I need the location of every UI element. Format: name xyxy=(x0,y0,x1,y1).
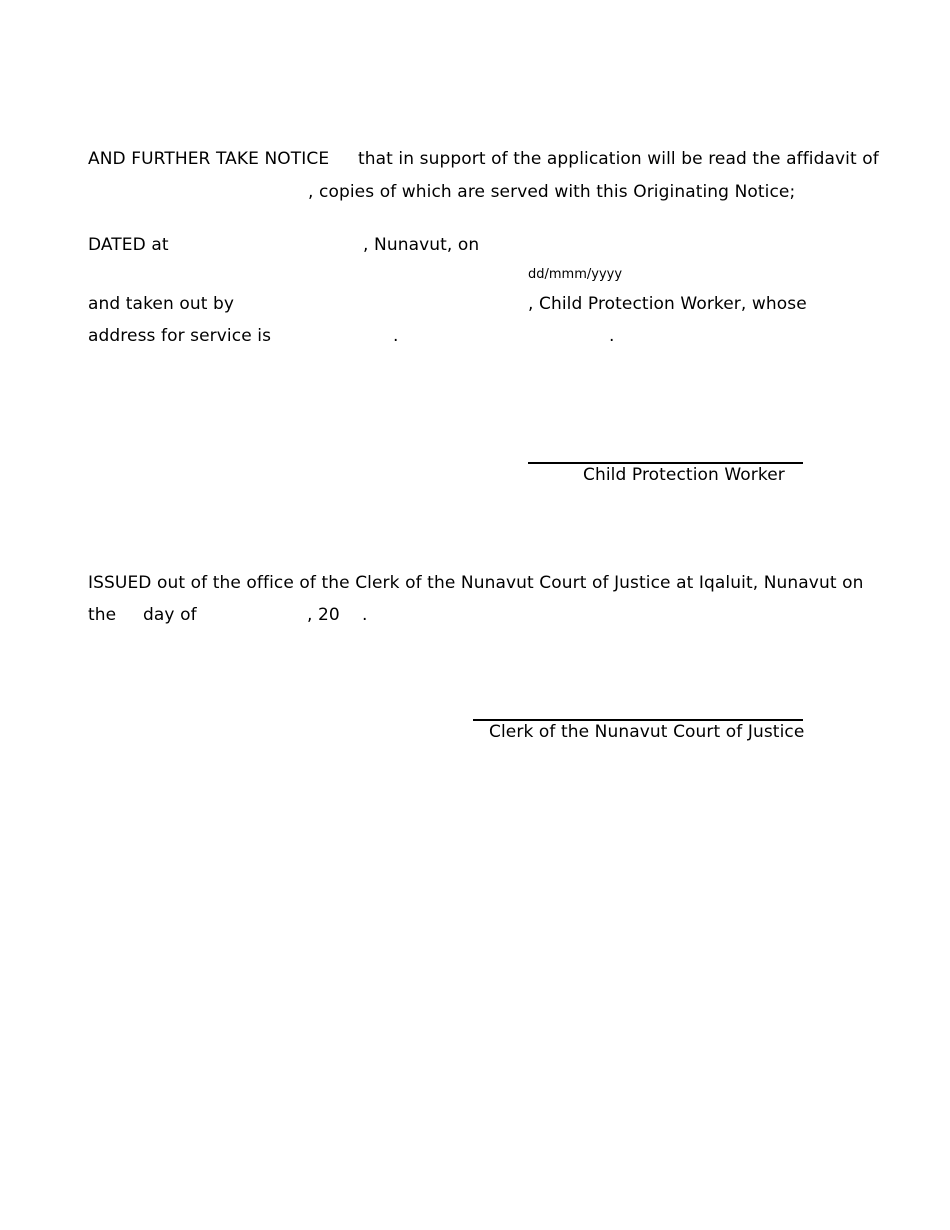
issued-day-of: day of xyxy=(143,605,197,625)
date-format-hint: dd/mmm/yyyy xyxy=(528,267,623,282)
worker-signature-caption: Child Protection Worker xyxy=(583,465,785,485)
notice-text-line1: that in support of the application will be read the affidavit of xyxy=(358,149,879,169)
taken-out-label: and taken out by xyxy=(88,294,235,314)
address-label: address for service is xyxy=(88,326,272,346)
address-period-2: . xyxy=(609,326,615,346)
issued-line1: ISSUED out of the office of the Clerk of the Nunavut Court of Justice at Iqaluit, Nunavut on xyxy=(88,573,864,593)
notice-lead: AND FURTHER TAKE NOTICE xyxy=(88,149,330,169)
dated-label: DATED at xyxy=(88,235,169,255)
issued-period: . xyxy=(362,605,368,625)
issued-the: the xyxy=(88,605,117,625)
address-period-1: . xyxy=(393,326,399,346)
issued-year-prefix: , 20 xyxy=(307,605,340,625)
taken-out-role-suffix: , Child Protection Worker, whose xyxy=(528,294,807,314)
clerk-signature-line xyxy=(473,719,803,721)
notice-text-line2: , copies of which are served with this Originating Notice; xyxy=(308,182,796,202)
clerk-signature-caption: Clerk of the Nunavut Court of Justice xyxy=(489,722,805,742)
worker-signature-line xyxy=(528,462,803,464)
dated-place-suffix: , Nunavut, on xyxy=(363,235,480,255)
